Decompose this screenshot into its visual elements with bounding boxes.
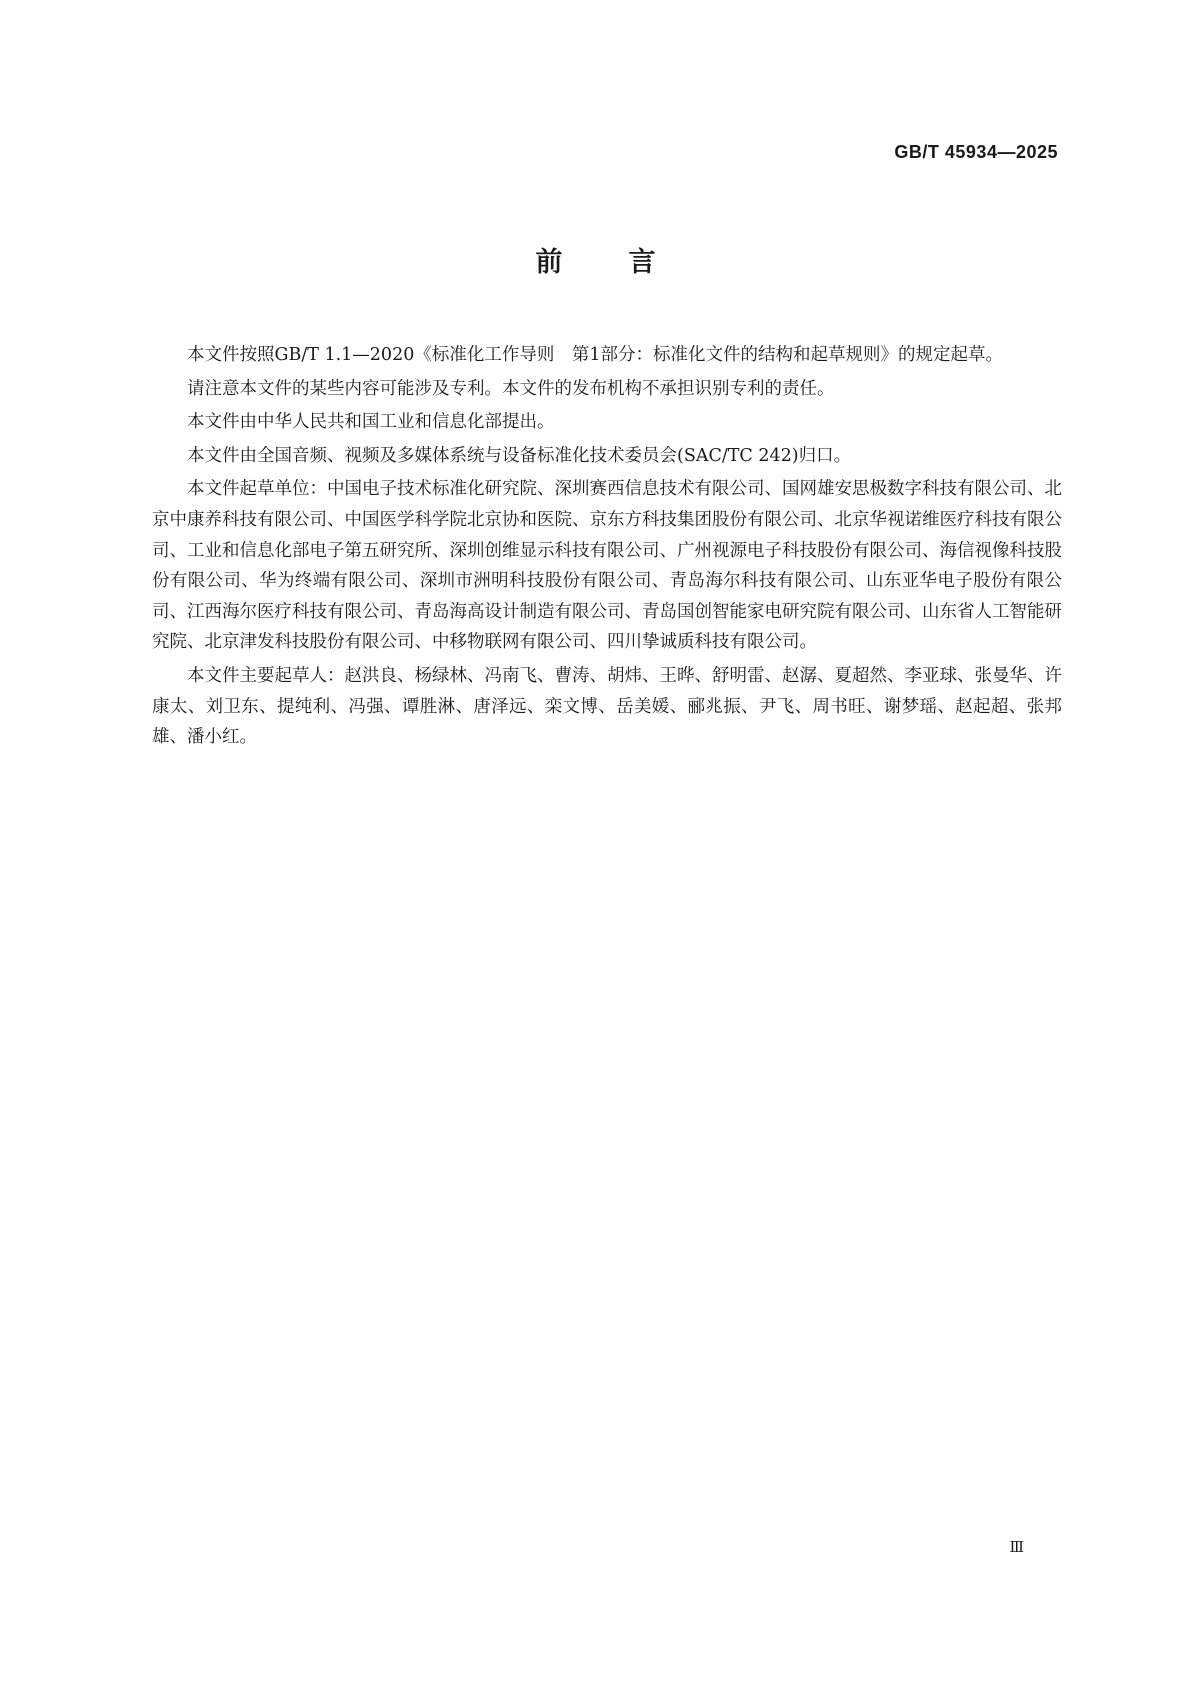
page-number: Ⅲ — [1009, 1538, 1024, 1556]
paragraph-drafting-rules: 本文件按照GB/T 1.1—2020《标准化工作导则 第1部分：标准化文件的结构和起草规则》的规定起草。 — [187, 345, 1003, 365]
paragraph-patent-notice: 请注意本文件的某些内容可能涉及专利。本文件的发布机构不承担识别专利的责任。 — [187, 378, 835, 399]
paragraph-drafters: 本文件主要起草人：赵洪良、杨绿林、冯南飞、曹涛、胡炜、王晔、舒明雷、赵潺、夏超然、李亚球、张曼华、许康太、刘卫东、提纯利、冯强、谭胜淋、唐泽远、栾文博、岳美媛、郦兆振、尹飞、周书旺、谢梦瑶、赵起超、张邦雄、潘小红。 — [152, 665, 1062, 748]
standard-number: GB/T 45934—2025 — [894, 142, 1058, 162]
paragraph-proposer: 本文件由中华人民共和国工业和信息化部提出。 — [187, 412, 555, 433]
page-title: 前言 — [535, 247, 722, 278]
paragraph-committee: 本文件由全国音频、视频及多媒体系统与设备标准化技术委员会(SAC/TC 242)归口。 — [187, 445, 852, 466]
foreword-body — [152, 340, 1062, 756]
paragraph-drafting-units: 本文件起草单位：中国电子技术标准化研究院、深圳赛西信息技术有限公司、国网雄安思极数字科技有限公司、北京中康养科技有限公司、中国医学科学院北京协和医院、京东方科技集团股份有限公司、北京华视诺维医疗科技有限公司、工业和信息化部电子第五研究所、深圳创维显示科技有限公司、广州视源电子科技股份有限公司、海信视像科技股份有限公司、华为终端有限公司、深圳市洲明科技股份有限公司、青岛海尔科技有限公司、山东亚华电子股份有限公司、江西海尔医疗科技有限公司、青岛海高设计制造有限公司、青岛国创智能家电研究院有限公司、山东省人工智能研究院、北京津发科技股份有限公司、中移物联网有限公司、四川挚诚质科技有限公司。 — [152, 479, 1062, 653]
